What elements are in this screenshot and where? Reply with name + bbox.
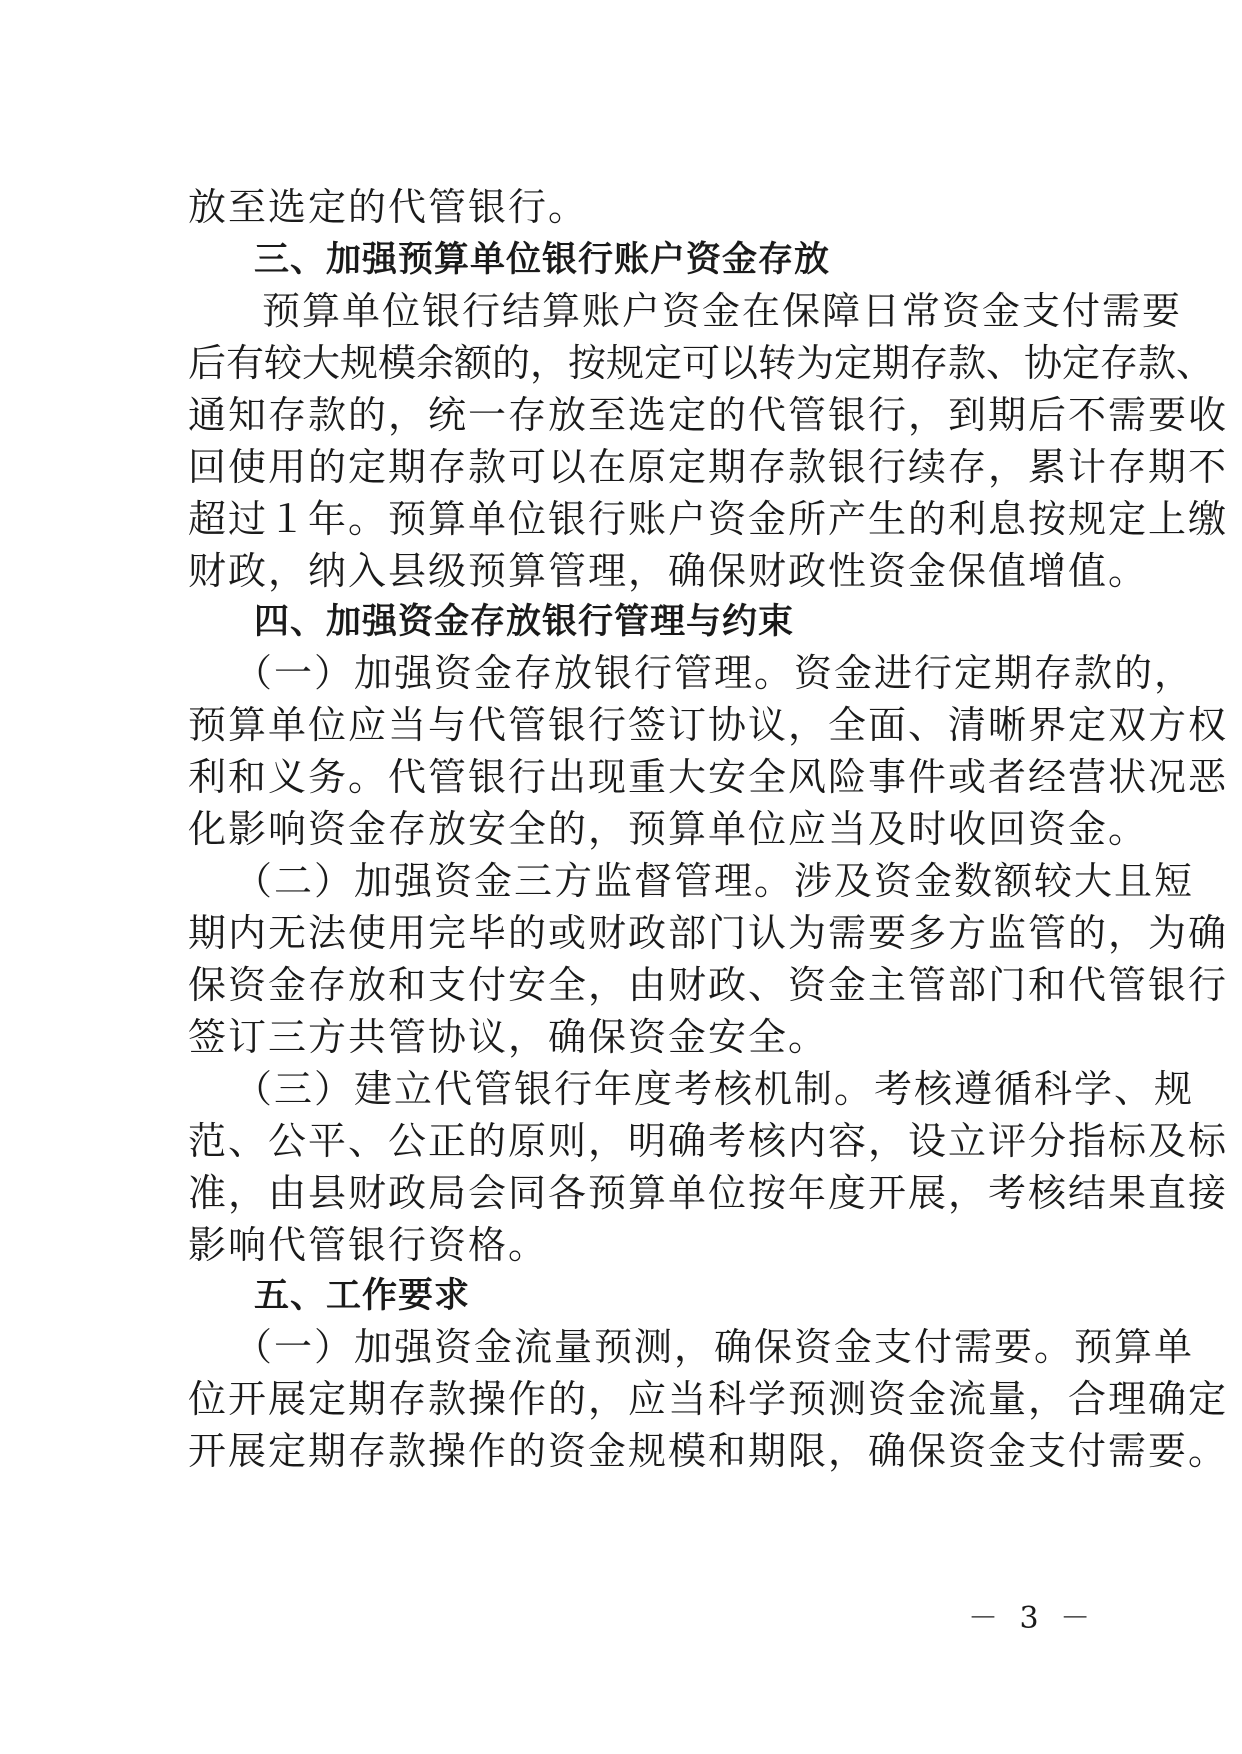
paragraph-line: 准，由县财政局会同各预算单位按年度开展，考核结果直接 xyxy=(188,1171,1229,1215)
section-heading-4: 四、加强资金存放银行管理与约束 xyxy=(254,602,795,642)
section-heading-3: 三、加强预算单位银行账户资金存放 xyxy=(254,240,831,280)
paragraph-line: 范、公平、公正的原则，明确考核内容，设立评分指标及标 xyxy=(188,1119,1229,1163)
paragraph-line: 后有较大规模余额的，按规定可以转为定期存款、协定存款、 xyxy=(188,341,1215,385)
paragraph-line: 签订三方共管协议，确保资金安全。 xyxy=(188,1015,829,1059)
paragraph-line: （一）加强资金流量预测，确保资金支付需要。预算单 xyxy=(234,1325,1195,1369)
paragraph-line: 开展定期存款操作的资金规模和期限，确保资金支付需要。 xyxy=(188,1429,1229,1473)
paragraph-line: 位开展定期存款操作的，应当科学预测资金流量，合理确定 xyxy=(188,1377,1229,1421)
section-heading-5: 五、工作要求 xyxy=(254,1276,471,1316)
text-line: 放至选定的代管银行。 xyxy=(188,185,589,229)
paragraph-line: （二）加强资金三方监督管理。涉及资金数额较大且短 xyxy=(234,859,1195,903)
paragraph-line: 超过１年。预算单位银行账户资金所产生的利息按规定上缴 xyxy=(188,497,1229,541)
paragraph-line: 期内无法使用完毕的或财政部门认为需要多方监管的，为确 xyxy=(188,911,1229,955)
paragraph-line: 通知存款的，统一存放至选定的代管银行，到期后不需要收 xyxy=(188,393,1229,437)
paragraph-line: 影响代管银行资格。 xyxy=(188,1223,549,1267)
paragraph-line: 回使用的定期存款可以在原定期存款银行续存，累计存期不 xyxy=(188,445,1229,489)
paragraph-line: （一）加强资金存放银行管理。资金进行定期存款的， xyxy=(234,651,1195,695)
page-number: － 3 － xyxy=(968,1601,1097,1636)
paragraph-line: （三）建立代管银行年度考核机制。考核遵循科学、规 xyxy=(234,1067,1195,1111)
paragraph-line: 利和义务。代管银行出现重大安全风险事件或者经营状况恶 xyxy=(188,755,1229,799)
paragraph-line: 预算单位应当与代管银行签订协议，全面、清晰界定双方权 xyxy=(188,703,1229,747)
paragraph-line: 化影响资金存放安全的，预算单位应当及时收回资金。 xyxy=(188,807,1149,851)
paragraph-line: 预算单位银行结算账户资金在保障日常资金支付需要 xyxy=(262,289,1183,333)
paragraph-line: 财政，纳入县级预算管理，确保财政性资金保值增值。 xyxy=(188,549,1149,593)
paragraph-line: 保资金存放和支付安全，由财政、资金主管部门和代管银行 xyxy=(188,963,1229,1007)
